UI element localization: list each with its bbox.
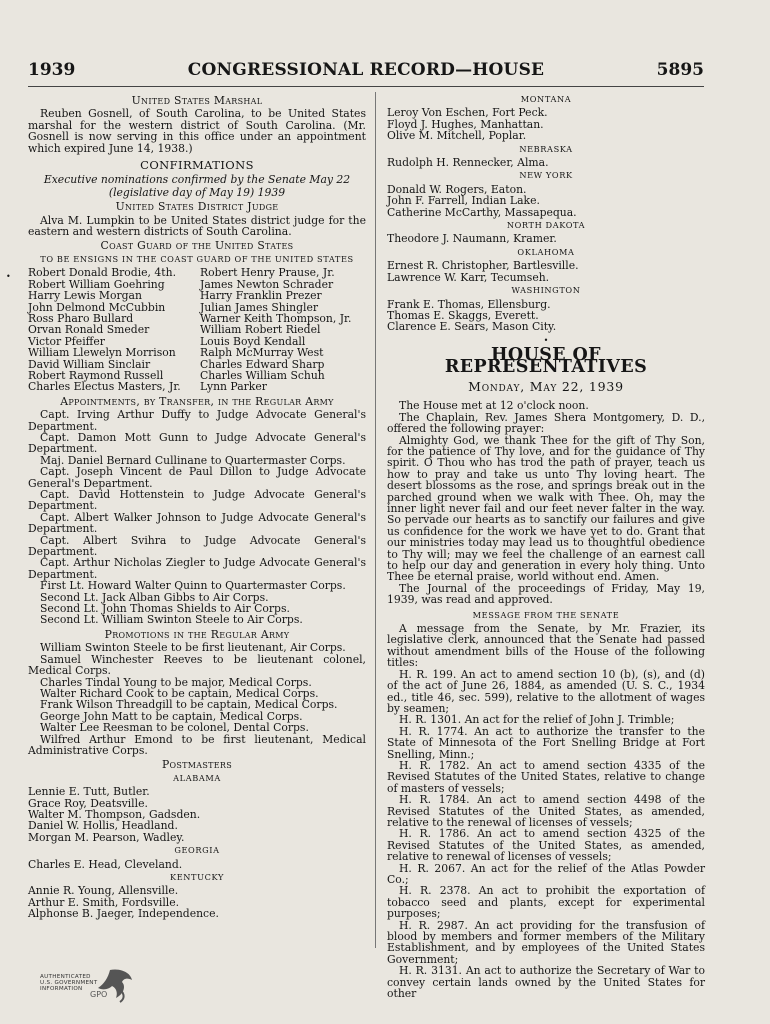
gpo-text-line: AUTHENTICATED	[40, 974, 91, 980]
postmaster-entry: Floyd J. Hughes, Manhattan.	[387, 117, 544, 131]
postmaster-entry: Thomas E. Skaggs, Everett.	[387, 308, 539, 322]
washington-list	[387, 299, 705, 333]
postmaster-entry: Annie R. Young, Allensville.	[28, 884, 179, 898]
transfer-entry: First Lt. Howard Walter Quinn to Quartermaster Corps.	[40, 579, 346, 593]
bill-entry: H. R. 1784. An act to amend section 4498 of the Revised Statutes of the United States, as amended, relative to the renewal of licenses of vessels;	[387, 793, 705, 829]
postmaster-entry: Rudolph H. Rennecker, Alma.	[387, 156, 549, 170]
alabama-list	[28, 786, 366, 843]
proceedings-paragraph: The Chaplain, Rev. James Shera Montgomery, D. D., offered the following prayer:	[387, 410, 705, 436]
transfer-heading: Appointments, by Transfer, in the Regular Army	[60, 394, 334, 408]
oklahoma-list	[387, 260, 705, 283]
state-nebraska: NEBRASKA	[519, 143, 573, 154]
ensign-name: Robert Donald Brodie, 4th.	[28, 266, 177, 280]
ensign-name: Robert William Goehring	[28, 277, 165, 291]
proceedings-paragraph: Almighty God, we thank Thee for the gift of Thy Son, for the patience of Thy love, and for the guidance of Thy spirit. O Thou who has trod the path of prayer, teach us how to pray and take us unto Thy loving heart. The desert blossoms as the rose, and springs break out in the parched ground when we walk with Thee. Oh, may the inner light never fail and our feet never falter in the way. So pervade our hearts as to sanctify our failures and give us confidence for the work we have yet to do. Grant that our ministries today may lead us to thoughtful obedience to Thy will; may we feel the challenge of an earnest call to help our day and generation in every holy thing. Unto Thee be eternal praise, world without end. Amen.	[387, 433, 705, 584]
senate-heading: MESSAGE FROM THE SENATE	[472, 609, 620, 620]
ensigns-list	[28, 267, 366, 392]
separator-bullet: •	[543, 335, 549, 345]
margin-mark: •	[6, 272, 11, 281]
ensign-name: Ross Pharo Bullard	[28, 311, 134, 325]
georgia-list	[28, 859, 366, 870]
state-oklahoma: OKLAHOMA	[517, 246, 575, 257]
senate-message-text	[387, 623, 705, 999]
kentucky-list	[28, 885, 366, 919]
ensign-name: Charles Electus Masters, Jr.	[28, 380, 181, 394]
postmaster-entry: Donald W. Rogers, Eaton.	[387, 182, 527, 196]
page-title: CONGRESSIONAL RECORD—HOUSE	[187, 60, 545, 80]
bill-entry: H. R. 3131. An act to authorize the Secretary of War to convey certain lands owned by the United States for other	[387, 964, 705, 1001]
ensign-name: Robert Henry Prause, Jr.	[200, 266, 335, 280]
postmaster-entry: John F. Farrell, Indian Lake.	[387, 194, 540, 208]
coast-heading: Coast Guard of the United States	[100, 239, 294, 253]
postmaster-entry: Daniel W. Hollis, Headland.	[28, 819, 178, 833]
ensign-name: Orvan Ronald Smeder	[28, 323, 150, 337]
bill-entry: H. R. 2067. An act for the relief of the Atlas Powder Co.;	[387, 861, 705, 886]
postmaster-entry: Theodore J. Naumann, Kramer.	[387, 232, 557, 246]
page-number: 5895	[656, 60, 704, 80]
state-kentucky: KENTUCKY	[170, 872, 224, 882]
ensign-name: Julian James Shingler	[200, 300, 319, 314]
bill-entry: H. R. 1786. An act to amend section 4325 of the Revised Statutes of the United States, as amended, relative to renewal of licenses of vessels;	[387, 827, 705, 864]
postmaster-entry: Ernest R. Christopher, Bartlesville.	[387, 259, 579, 273]
promotions-heading: Promotions in the Regular Army	[104, 627, 290, 641]
bill-entry: H. R. 199. An act to amend section 10 (b), (s), and (d) of the act of June 26, 1884, as amended (U. S. C., 1934 ed., title 46, sec. 599), relative to the allotment of wages by seamen;	[387, 667, 705, 715]
state-northdakota: NORTH DAKOTA	[506, 220, 586, 231]
ensign-name: Ralph McMurray West	[200, 346, 324, 360]
postmaster-entry: Frank E. Thomas, Ellensburg.	[387, 297, 551, 311]
promotion-entry: Frank Wilson Threadgill to be captain, Medical Corps.	[40, 698, 338, 712]
transfer-entry: Second Lt. Jack Alban Gibbs to Air Corps.	[40, 590, 269, 604]
ensign-name: Robert Raymond Russell	[28, 368, 164, 382]
bill-entry: H. R. 1301. An act for the relief of John J. Trimble;	[399, 713, 675, 727]
gpo-text-line: INFORMATION	[40, 986, 83, 993]
transfer-entry: Capt. Albert Svihra to Judge Advocate General's Department.	[28, 533, 366, 559]
exec-line-2: (legislative day of May 19) 1939	[108, 185, 286, 199]
promotion-entry: Charles Tindal Young to be major, Medical Corps.	[40, 675, 312, 689]
transfer-entry: Capt. Arthur Nicholas Ziegler to Judge Advocate General's Department.	[28, 556, 366, 581]
proceedings-paragraph: The House met at 12 o'clock noon.	[399, 399, 589, 413]
house-title: HOUSE OF REPRESENTATIVES	[444, 345, 648, 377]
postmaster-entry: Charles E. Head, Cleveland.	[28, 857, 183, 871]
bill-entry: H. R. 2378. An act to prohibit the exportation of tobacco seed and plants, except for experimental purposes;	[387, 884, 705, 921]
promotion-entry: Walter Richard Cook to be captain, Medical Corps.	[40, 686, 319, 700]
right-column	[387, 92, 705, 999]
transfer-entry: Capt. Joseph Vincent de Paul Dillon to Judge Advocate General's Department.	[28, 465, 366, 490]
postmaster-entry: Lawrence W. Karr, Tecumseh.	[387, 270, 550, 284]
postmaster-entry: Walter M. Thompson, Gadsden.	[28, 807, 201, 821]
bill-entry: A message from the Senate, by Mr. Frazier, its legislative clerk, announced that the Senate had passed without amendment bills of the House of the following titles:	[387, 622, 705, 670]
promotion-entry: Samuel Winchester Reeves to be lieutenant colonel, Medical Corps.	[28, 652, 366, 678]
newyork-list	[387, 184, 705, 218]
gpo-text	[40, 974, 98, 993]
proceedings-paragraph: The Journal of the proceedings of Friday, May 19, 1939, was read and approved.	[387, 581, 705, 607]
state-montana: MONTANA	[520, 94, 572, 104]
transfer-list	[28, 409, 366, 626]
transfer-entry: Capt. Damon Mott Gunn to Judge Advocate General's Department.	[28, 430, 366, 456]
confirmations-heading: CONFIRMATIONS	[140, 158, 254, 173]
ensign-name: Victor Pfeiffer	[28, 334, 105, 348]
judge-text: Alva M. Lumpkin to be United States district judge for the eastern and western districts of South Carolina.	[28, 213, 366, 239]
judge-heading: United States District Judge	[115, 200, 279, 214]
state-georgia: GEORGIA	[174, 845, 220, 856]
marshal-heading: United States Marshal	[131, 94, 263, 107]
transfer-entry: Capt. David Hottenstein to Judge Advocate General's Department.	[28, 488, 366, 513]
northdakota-list	[387, 233, 705, 244]
ensign-name: William Llewelyn Morrison	[28, 346, 176, 360]
ensign-name: Harry Lewis Morgan	[28, 289, 142, 303]
transfer-entry: Capt. Albert Walker Johnson to Judge Advocate General's Department.	[28, 510, 366, 536]
promotion-entry: George John Matt to be captain, Medical Corps.	[40, 709, 303, 723]
postmaster-entry: Lennie E. Tutt, Butler.	[28, 785, 150, 799]
ensign-name: Lynn Parker	[200, 380, 267, 394]
postmaster-entry: Grace Roy, Deatsville.	[28, 796, 148, 810]
left-column	[28, 92, 366, 920]
ensign-name: Harry Franklin Prezer	[200, 289, 322, 303]
postmaster-entry: Arthur E. Smith, Fordsville.	[28, 895, 180, 909]
state-washington: WASHINGTON	[511, 285, 581, 296]
ensign-name: William Robert Riedel	[200, 323, 321, 337]
postmaster-entry: Morgan M. Pearson, Wadley.	[28, 830, 185, 844]
ensign-name: John Delmond McCubbin	[28, 300, 166, 314]
page-year: 1939	[28, 60, 76, 80]
ensign-name: Charles William Schuh	[200, 368, 325, 382]
ensign-name: David William Sinclair	[28, 357, 151, 371]
transfer-entry: Second Lt. William Swinton Steele to Air Corps.	[40, 613, 303, 627]
postmaster-entry: Clarence E. Sears, Mason City.	[387, 320, 557, 334]
column-divider	[375, 92, 376, 948]
session-date: Monday, May 22, 1939	[468, 378, 624, 394]
promotion-entry: William Swinton Steele to be first lieutenant, Air Corps.	[40, 641, 346, 655]
postmaster-entry: Olive M. Mitchell, Poplar.	[387, 129, 527, 143]
postmaster-entry: Leroy Von Eschen, Fort Peck.	[387, 106, 548, 120]
transfer-entry: Maj. Daniel Bernard Cullinane to Quartermaster Corps.	[40, 453, 346, 467]
bill-entry: H. R. 1774. An act to authorize the transfer to the State of Minnesota of the Fort Snelling Bridge at Fort Snelling, Minn.;	[387, 724, 705, 761]
header-rule	[28, 86, 704, 87]
ensign-name: Charles Edward Sharp	[200, 357, 325, 371]
postmasters-heading: Postmasters	[161, 758, 233, 772]
page-header	[28, 60, 704, 84]
postmaster-entry: Catherine McCarthy, Massapequa.	[387, 205, 577, 219]
state-alabama: ALABAMA	[173, 772, 221, 783]
promotion-entry: Walter Lee Reesman to be colonel, Dental Corps.	[40, 721, 309, 735]
nebraska-list	[387, 157, 705, 168]
exec-line-1: Executive nominations confirmed by the Senate May 22	[43, 173, 351, 187]
ensign-name: Warner Keith Thompson, Jr.	[200, 311, 352, 325]
transfer-entry: Capt. Irving Arthur Duffy to Judge Advocate General's Department.	[28, 408, 366, 433]
gpo-authentication-seal	[40, 964, 140, 1004]
state-newyork: NEW YORK	[519, 170, 573, 181]
gpo-text-line: U.S. GOVERNMENT	[40, 980, 98, 987]
transfer-entry: Second Lt. John Thomas Shields to Air Corps.	[40, 602, 290, 616]
montana-list	[387, 107, 705, 141]
ensign-name: Louis Boyd Kendall	[200, 334, 306, 348]
bill-entry: H. R. 2987. An act providing for the transfusion of blood by members and former members of the Military Establishment, and by employees of the United States Government;	[387, 918, 705, 966]
promotion-entry: Wilfred Arthur Emond to be first lieutenant, Medical Administrative Corps.	[28, 732, 366, 757]
bill-entry: H. R. 1782. An act to amend section 4335 of the Revised Statutes of the United States, relative to change of masters of vessels;	[387, 758, 705, 795]
marshal-text: Reuben Gosnell, of South Carolina, to be United States marshal for the western district of South Carolina. (Mr. Gosnell is now serving in this office under an appointment which expired June 14, 1938.)	[28, 107, 366, 155]
promotion-list	[28, 642, 366, 756]
gpo-label: GPO	[90, 990, 108, 999]
ensign-name: James Newton Schrader	[200, 277, 334, 291]
postmaster-entry: Alphonse B. Jaeger, Independence.	[28, 907, 219, 921]
proceedings-text	[387, 400, 705, 605]
ensigns-heading: TO BE ENSIGNS IN THE COAST GUARD OF THE UNITED STATES	[40, 253, 354, 264]
